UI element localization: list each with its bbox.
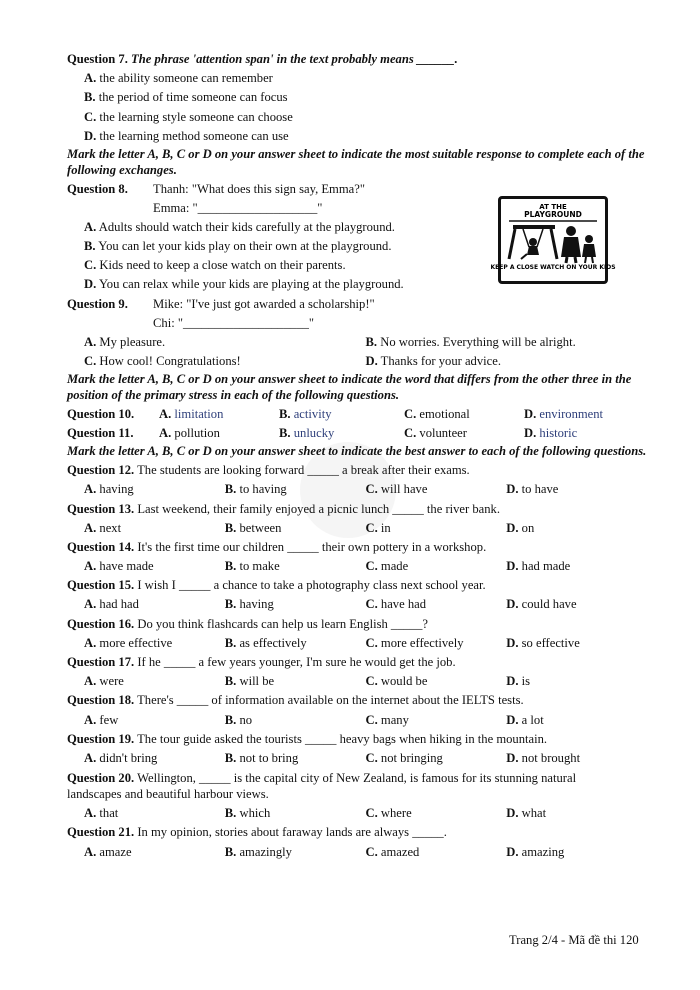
- option-c: C. the learning style someone can choose: [84, 109, 293, 124]
- option-c: C. volunteer: [404, 426, 467, 441]
- question-16: Question 16. Do you think flashcards can help us learn English _____?: [67, 616, 428, 631]
- option-c: C. made: [365, 559, 409, 574]
- options-row-1: [67, 333, 647, 352]
- options-17: [67, 672, 647, 691]
- instruction-exchanges: Mark the letter A, B, C or D on your answer sheet to indicate the most suitable response to complete each of the following exchanges.: [67, 146, 645, 177]
- question-9-response: [67, 314, 647, 333]
- question-18: Question 18. There's _____ of information available on the internet about the IELTS tests.: [67, 693, 524, 708]
- option-a: A. were: [84, 674, 124, 689]
- option-a: A. My pleasure.: [84, 335, 166, 350]
- option-d: D. is: [506, 674, 531, 689]
- question-number: Question 7.: [67, 52, 128, 66]
- option-a: A. that: [84, 806, 119, 821]
- option-d: D. historic: [524, 426, 578, 441]
- question-12: Question 12. The students are looking forward _____ a break after their exams.: [67, 463, 470, 478]
- option-a: A. few: [84, 712, 119, 727]
- option-d: D. could have: [506, 597, 577, 612]
- option-d: D. on: [506, 520, 535, 535]
- option-d: D. Thanks for your advice.: [365, 354, 501, 369]
- option-c: C. in: [365, 520, 391, 535]
- option-c: C. emotional: [404, 407, 470, 421]
- option-b: B. to having: [224, 482, 287, 497]
- options-12: [67, 480, 647, 499]
- option-a: A. more effective: [84, 635, 173, 650]
- question-14: Question 14. It's the first time our children _____ their own pottery in a workshop.: [67, 539, 487, 554]
- option-b: B. No worries. Everything will be alright.: [365, 335, 576, 350]
- options-15: [67, 595, 647, 614]
- question-17: Question 17. If he _____ a few years younger, I'm sure he would get the job.: [67, 655, 456, 670]
- option-b: B. will be: [224, 674, 275, 689]
- option-b: B. to make: [224, 559, 280, 574]
- option-d: D. so effective: [506, 635, 580, 650]
- option-b: B. having: [224, 597, 274, 612]
- question-number: Question 11.: [67, 426, 134, 441]
- option-d: D. the learning method someone can use: [84, 128, 289, 143]
- question-text: The phrase 'attention span' in the text probably means ______.: [131, 52, 458, 66]
- options-21: [67, 843, 647, 862]
- question-9: [67, 295, 647, 314]
- option-c: C. not bringing: [365, 750, 443, 765]
- question-7: [67, 50, 647, 69]
- dialogue-line-2: Chi: "____________________": [153, 315, 315, 330]
- option-a: A. next: [84, 520, 122, 535]
- svg-text:AT THE: AT THE: [539, 203, 567, 211]
- options-19: [67, 749, 647, 768]
- option-c: C. Kids need to keep a close watch on their parents.: [84, 258, 346, 273]
- options-18: [67, 711, 647, 730]
- option-c: C. amazed: [365, 844, 420, 859]
- option-c: C. would be: [365, 674, 428, 689]
- playground-sign-graphic: [490, 199, 616, 281]
- dialogue-line-2: Emma: "___________________": [153, 200, 323, 215]
- option-c: C. have had: [365, 597, 427, 612]
- option-b: B. between: [224, 520, 282, 535]
- page-footer: Trang 2/4 - Mã đề thi 120: [509, 933, 639, 947]
- option-d: D. what: [506, 806, 547, 821]
- dialogue-line-1: Thanh: "What does this sign say, Emma?": [153, 181, 365, 196]
- option-b: B. which: [224, 806, 271, 821]
- options-16: [67, 634, 647, 653]
- question-13: Question 13. Last weekend, their family enjoyed a picnic lunch _____ the river bank.: [67, 501, 500, 516]
- option-d: D. not brought: [506, 750, 581, 765]
- option-a: A. having: [84, 482, 134, 497]
- option-a: A. have made: [84, 559, 154, 574]
- option-c: C. where: [365, 806, 412, 821]
- question-10: [67, 405, 647, 424]
- question-20: Question 20. Wellington, _____ is the capital city of New Zealand, is famous for its stunning natural landscapes and beautiful harbour views.: [67, 771, 577, 802]
- option-b: B. You can let your kids play on their own at the playground.: [84, 239, 392, 254]
- svg-text:PLAYGROUND: PLAYGROUND: [524, 210, 582, 219]
- question-21: Question 21. In my opinion, stories about faraway lands are always _____.: [67, 825, 447, 840]
- option-a: A. the ability someone can remember: [84, 71, 273, 86]
- option-c: C. will have: [365, 482, 428, 497]
- option-b: B. amazingly: [224, 844, 292, 859]
- exam-page: [67, 50, 647, 862]
- option-d: D. amazing: [506, 844, 565, 859]
- option-d: D. a lot: [506, 712, 544, 727]
- options-14: [67, 557, 647, 576]
- option-b: B. no: [224, 712, 253, 727]
- option-c: C. How cool! Congratulations!: [84, 354, 241, 369]
- option-a: A. amaze: [84, 844, 132, 859]
- option-b: B. unlucky: [279, 426, 335, 441]
- options-20: [67, 804, 647, 823]
- svg-text:KEEP A CLOSE WATCH ON YOUR KID: KEEP A CLOSE WATCH ON YOUR KIDS: [490, 264, 616, 271]
- instruction-best-answer: Mark the letter A, B, C or D on your answer sheet to indicate the best answer to each of the following questions.: [67, 444, 647, 459]
- instruction-stress: Mark the letter A, B, C or D on your answer sheet to indicate the word that differs from the other three in the position of the primary stress in each of the following questions.: [67, 372, 632, 403]
- option-a: A. limitation: [159, 407, 224, 421]
- options-row-2: [67, 352, 647, 371]
- option-c: C. more effectively: [365, 635, 464, 650]
- option-a: A. didn't bring: [84, 750, 158, 765]
- option-d: D. to have: [506, 482, 559, 497]
- option-b: B. the period of time someone can focus: [84, 90, 288, 105]
- option-b: B. activity: [279, 407, 332, 421]
- question-number: Question 8.: [67, 181, 128, 196]
- dialogue-line-1: Mike: "I've just got awarded a scholarship!": [153, 296, 375, 311]
- playground-sign-image: [490, 196, 616, 284]
- option-d: D. had made: [506, 559, 571, 574]
- question-11: [67, 424, 647, 443]
- question-19: Question 19. The tour guide asked the tourists _____ heavy bags when hiking in the mountain.: [67, 731, 548, 746]
- option-a: A. had had: [84, 597, 139, 612]
- option-b: B. as effectively: [224, 635, 307, 650]
- option-a: A. Adults should watch their kids carefully at the playground.: [84, 219, 395, 234]
- question-number: Question 10.: [67, 407, 135, 421]
- option-c: C. many: [365, 712, 409, 727]
- question-number: Question 9.: [67, 296, 128, 311]
- option-d: D. environment: [524, 407, 604, 421]
- option-a: A. pollution: [159, 426, 220, 441]
- question-15: Question 15. I wish I _____ a chance to take a photography class next school year.: [67, 578, 486, 593]
- option-d: D. You can relax while your kids are playing at the playground.: [84, 277, 404, 292]
- option-b: B. not to bring: [224, 750, 299, 765]
- options-13: [67, 519, 647, 538]
